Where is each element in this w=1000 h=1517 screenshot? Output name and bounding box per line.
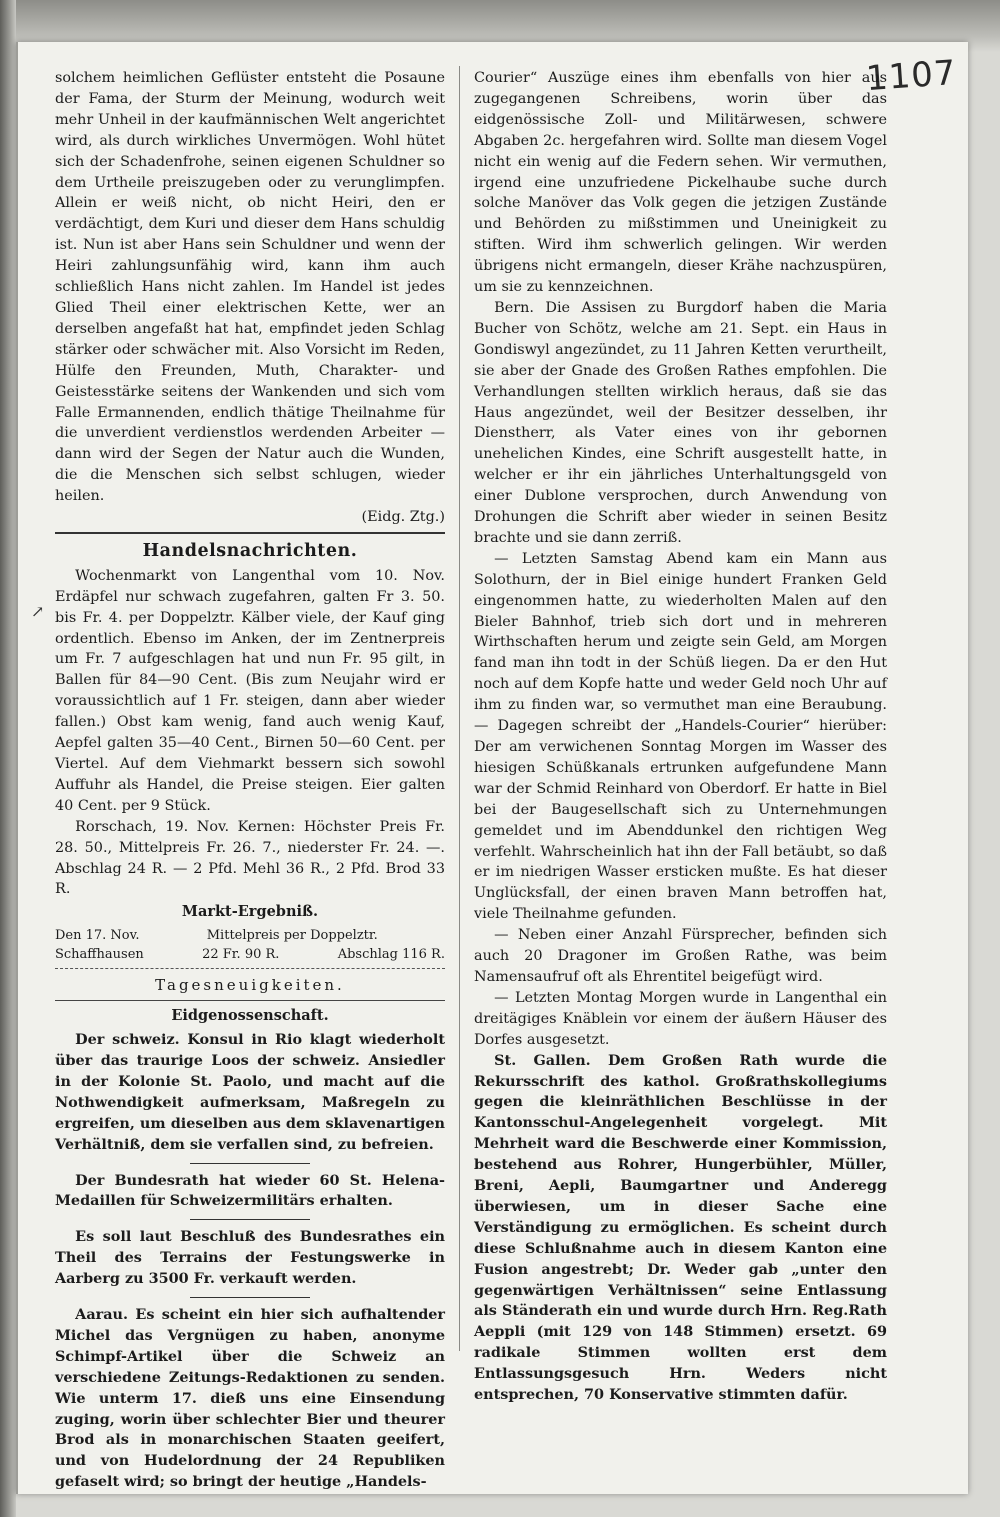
item-rule bbox=[190, 1163, 310, 1164]
news-item-stgallen: St. Gallen. Dem Großen Rath wurde die Rekursschrift des kathol. Großrathskollegiums gegen die kleinräthlichen Beschlüsse in der Kantonsschul-Angelegenheit vorgelegt. Mit Mehrheit ward die Beschwerde einer Kommission, bestehend aus Rohrer, Hungerbühler, Müller, Breni, Aepli, Baumgartner und Anderegg überwiesen, um in dieser Sache eine Verständigung zu ermöglichen. Es scheint durch diese Schlußnahme auch in diesem Kanton eine Fusion angestrebt; Dr. Weder gab „unter den gegenwärtigen Verhältnissen“ seine Entlassung als Ständerath ein und wurde durch Hrn. Reg.Rath Aeppli (mit 129 von 148 Stimmen) ersetzt. 69 radikale Stimmen wollten erst dem Entlassungsgesuch Hrn. Weders nicht entsprechen, 70 Konservative stimmten dafür. bbox=[474, 1051, 887, 1404]
article-continuation: solchem heimlichen Geflüster entsteht die Posaune der Fama, der Sturm der Meinung, wodurch weit mehr Unheil in der kaufmännischen Welt angerichtet wird, als durch wirkliches Unvermögen. Wohl hütet sich der Schadenfrohe, seinen eigenen Schuldner so dem Urtheile preiszugeben oder zu verunglimpfen. Allein er weiß nicht, ob nicht Heiri, den er verdächtigt, dem Kuri und dieser dem Hans schuldig ist. Nun ist aber Hans sein Schuldner und wenn der Heiri zahlungsunfähig wird, kann ihm auch schließlich Hans nicht zahlen. Im Handel ist jedes Glied Theil einer elektrischen Kette, wer an derselben angefaßt hat hat, empfindet jeden Schlag stärker oder schwächer mit. Also Vorsicht im Reden, Hülfe den Freunden, Muth, Charakter- und Geistesstärke seitens der Wankenden und sich vom Falle Ermannenden, endlich thätige Theilnahme für die unverdient verdienstlos werdenden Arbeiter — dann wird der Segen der Natur auch die Wunden, die die Menschen sich selbst schlugen, wieder heilen. bbox=[55, 70, 445, 505]
market-result-date: Den 17. Nov. bbox=[55, 928, 140, 944]
left-column bbox=[55, 68, 445, 1493]
subsection-heading-confederation: Eidgenossenschaft. bbox=[171, 1007, 329, 1025]
market-report-rorschach: Rorschach, 19. Nov. Kernen: Höchster Preis Fr. 28. 50., Mittelpreis Fr. 26. 7., niederster Fr. 24. —. Abschlag 24 R. — 2 Pfd. Mehl 36 R., 2 Pfd. Brod 33 R. bbox=[55, 818, 445, 898]
market-result-row-header bbox=[55, 926, 445, 945]
market-result-table bbox=[55, 926, 445, 964]
market-result-midlabel: Mittelpreis per Doppelztr. bbox=[206, 928, 378, 944]
news-block-federal bbox=[55, 1030, 445, 1493]
item-rule bbox=[190, 1219, 310, 1220]
market-result-row-values bbox=[55, 945, 445, 964]
market-result-city: Schaffhausen bbox=[55, 947, 144, 963]
news-item-helena: Der Bundesrath hat wieder 60 St. Helena-Medaillen für Schweizermilitärs erhalten. bbox=[55, 1171, 445, 1210]
section-rule bbox=[55, 1000, 445, 1001]
news-item-aarau: Aarau. Es scheint ein hier sich aufhaltender Michel das Vergnügen zu haben, anonyme Schimpf-Artikel über die Schweiz an verschiedene Zeitungs-Redaktionen zu senden. Wie unterm 17. dieß uns eine Einsendung zuging, worin über schlechter Bier und theurer Brod als in monarchischen Staaten geeifert, und von Hudelordnung der 24 Republiken gefaselt wird; so bringt der heutige „Handels- bbox=[55, 1306, 445, 1491]
news-item-aarberg: Es soll laut Beschluß des Bundesrathes ein Theil des Terrains der Festungswerke in Aarberg zu 3500 Fr. verkauft werden. bbox=[55, 1228, 445, 1288]
news-item-solothurn: — Letzten Samstag Abend kam ein Mann aus Solothurn, der in Biel einige hundert Franken Geld eingenommen hatte, zu wiederholten Malen auf den Bieler Bahnhof, trieb sich dort und in mehreren Wirthschaften herum und zeigte sein Geld, am Morgen fand man ihn todt in der Schüß liegen. Da er den Hut noch auf dem Kopfe hatte und weder Geld noch Uhr auf ihm zu finden war, so vermuthet man eine Beraubung. — Dagegen schreibt der „Handels-Courier“ hierüber: Der am verwichenen Sonntag Morgen im Wasser des hiesigen Schüßkanals ertrunken aufgefundene Mann war der Schmid Reinhard von Oberdorf. Er hatte in Biel bei der Baugesellschaft sich zu Unternehmungen gemeldet und im Abenddunkel den richtigen Weg verfehlt. Wahrscheinlich hat ihn der Fall betäubt, so daß er im niedrigen Wasser ersticken mußte. Es hat dieser Unglücksfall, der einen braven Mann betroffen hat, viele Theilnahme gefunden. bbox=[474, 550, 887, 923]
right-column bbox=[474, 68, 887, 1406]
market-result-discount: Abschlag 116 R. bbox=[337, 947, 445, 963]
margin-pencil-mark: ↗ bbox=[31, 602, 45, 621]
news-item-aarau-continued: Courier“ Auszüge eines ihm ebenfalls von hier aus zugegangenen Schreibens, worin über das eidgenössische Zoll- und Militärwesen, schwere Abgaben 2c. hergefahren wird. Sollte man diesem Vogel nicht ein wenig auf die Federn sehen. Wir vermuthen, irgend eine unzufriedene Pickelhaube suche durch solche Manöver das Volk gegen die jetzigen Zustände und Behörden zu mißstimmen und Uneinigkeit zu stiften. Wird ihm schwerlich gelingen. Wir werden übrigens nicht ermangeln, dieser Krähe nachzuspüren, um sie zu kennzeichnen. bbox=[474, 70, 887, 296]
handwritten-page-number: 1107 bbox=[864, 52, 958, 100]
section-heading-news: Tagesneuigkeiten. bbox=[155, 976, 345, 995]
section-rule bbox=[55, 532, 445, 534]
news-item-dragoner: — Neben einer Anzahl Fürsprecher, befinden sich auch 20 Dragoner im Großen Rathe, was beim Namensaufruf oft als Ehrentitel beigefügt wird. bbox=[474, 927, 887, 985]
news-block-stgallen bbox=[474, 1051, 887, 1406]
column-divider bbox=[459, 66, 460, 1351]
article-source: (Eidg. Ztg.) bbox=[361, 509, 445, 526]
item-rule bbox=[190, 1297, 310, 1298]
news-item-langenthal: — Letzten Montag Morgen wurde in Langenthal ein dreitägiges Knäblein vor einem der äußern Häuser des Dorfes ausgesetzt. bbox=[474, 989, 887, 1048]
section-rule bbox=[55, 968, 445, 969]
section-heading-trade: Handelsnachrichten. bbox=[142, 540, 358, 561]
news-item-rio: Der schweiz. Konsul in Rio klagt wiederholt über das traurige Loos der schweiz. Ansiedler in der Kolonie St. Paolo, und macht auf die Nothwendigkeit aufmerksam, Maßregeln zu ergreifen, um dieselben aus dem sklavenartigen Verhältniß, dem sie verfallen sind, zu befreien. bbox=[55, 1031, 445, 1153]
market-report-langenthal: Wochenmarkt von Langenthal vom 10. Nov. Erdäpfel nur schwach zugefahren, galten Fr 3. 50. bis Fr. 4. per Doppelztr. Kälber viele, der Kauf ging ordentlich. Ebenso im Anken, der im Zentnerpreis um Fr. 7 aufgeschlagen hat und nun Fr. 95 gilt, in Ballen für 84—90 Cent. (Bis zum Neujahr wird er voraussichtlich auf 1 Fr. steigen, dann aber wieder fallen.) Obst kam wenig, fand auch wenig Kauf, Aepfel galten 35—40 Cent., Birnen 50—60 Cent. per Viertel. Auf dem Viehmarkt bessern sich sowohl Auffuhr als Handel, die Preise steigen. Eier galten 40 Cent. per 9 Stück. bbox=[55, 567, 445, 814]
market-result-heading: Markt-Ergebniß. bbox=[181, 903, 319, 921]
market-result-price: 22 Fr. 90 R. bbox=[202, 947, 280, 963]
news-item-bern: Bern. Die Assisen zu Burgdorf haben die Maria Bucher von Schötz, welche am 21. Sept. ein Haus in Gondiswyl angezündet, zu 11 Jahren Ketten verurtheilt, sie aber der Gnade des Großen Rathes empfohlen. Die Verhandlungen stellten wirklich heraus, daß sie das Haus angezündet, weil der Besitzer desselben, ihr Dienstherr, als Vater eines von ihr gebornen unehelichen Kindes, eine Schrift ausgestellt hatte, in welcher er ihr ein jährliches Unterhaltungsgeld von einer Dublone versprochen, durch Anwendung von Drohungen die Schrift aber wieder in seinen Besitz brachte und sie dann zerriß. bbox=[474, 299, 887, 546]
scan-binding-edge bbox=[0, 0, 16, 1517]
